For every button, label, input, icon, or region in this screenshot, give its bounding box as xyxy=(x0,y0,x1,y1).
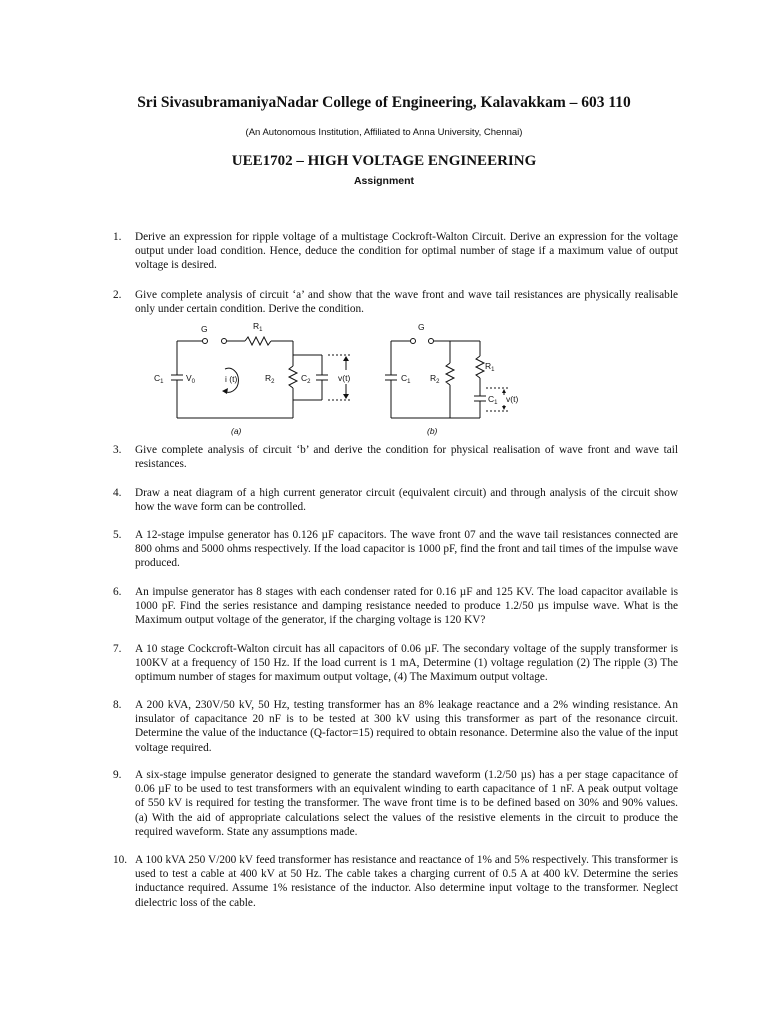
question-text: Derive an expression for ripple voltage of a multistage Cockroft-Walton Circuit. Derive an expression for the voltage output under load condition. Hence, deduce the condition for optimal number of stage if a maximum value of output voltage is desired. xyxy=(135,231,678,272)
caption-b: (b) xyxy=(427,426,438,436)
course-title: UEE1702 – HIGH VOLTAGE ENGINEERING xyxy=(231,153,537,169)
question-3 xyxy=(113,443,678,471)
question-8 xyxy=(113,698,678,755)
question-number: 3. xyxy=(113,444,122,456)
question-text: A 200 kVA, 230V/50 kV, 50 Hz, testing transformer has an 8% leakage reactance and a 2% winding resistance. An insulator of capacitance 20 nF is to be tested at 300 kV using this transformer as part of the resonance circuit. Determine the value of the inductance (Q-factor=15) required to obtain resonance. Determine also the value of the input voltage required. xyxy=(135,699,678,754)
label-r2-b: $R_2$ xyxy=(430,373,440,385)
label-g-a: G xyxy=(201,324,208,334)
circuit-diagrams xyxy=(150,318,530,442)
question-text: An impulse generator has 8 stages with each condenser rated for 0.16 µF and 125 KV. The load capacitor available is 1000 pF. Find the series resistance and damping resistance needed to produce 1.2/50 µs impulse wave. What is the Maximum output voltage of the generator, if the charging voltage is 120 KV? xyxy=(135,586,678,627)
question-2 xyxy=(113,288,678,316)
question-5 xyxy=(113,528,678,571)
question-7 xyxy=(113,642,678,685)
question-4 xyxy=(113,486,678,514)
college-name: Sri SivasubramaniyaNadar College of Engineering, Kalavakkam – 603 110 xyxy=(137,94,631,111)
question-number: 8. xyxy=(113,699,122,711)
caption-a: (a) xyxy=(231,426,242,436)
question-number: 9. xyxy=(113,769,122,781)
question-text: A 12-stage impulse generator has 0.126 µF capacitors. The wave front 07 and the wave tail resistances connected are 800 ohms and 5000 ohms respectively. If the load capacitor is 1000 pF, find the front and tail times of the impulse wave produced. xyxy=(135,529,678,570)
question-6 xyxy=(113,585,678,628)
question-number: 6. xyxy=(113,586,122,598)
label-g-b: G xyxy=(418,322,425,332)
label-r1-a: $R_1$ xyxy=(253,321,263,333)
label-v0-a: $V_0$ xyxy=(186,373,196,385)
document-type: Assignment xyxy=(353,175,415,187)
question-text: A 10 stage Cockcroft-Walton circuit has all capacitors of 0.06 µF. The secondary voltage of the supply transformer is 100KV at a frequency of 150 Hz. If the load current is 1 mA, Determine (1) voltage regulation (2) The ripple (3) The optimum number of stages for maximum output voltage, (4) The Maximum output voltage. xyxy=(135,643,678,684)
question-10 xyxy=(113,853,678,910)
question-number: 10. xyxy=(113,854,128,866)
question-text: Give complete analysis of circuit ‘a’ and show that the wave front and wave tail resistances are physically realisable only under certain condition. Derive the condition. xyxy=(135,289,678,316)
question-text: A 100 kVA 250 V/200 kV feed transformer has resistance and reactance of 1% and 5% respectively. This transformer is used to test a cable at 400 kV at 50 Hz. The cable takes a charging current of 0.5 A at 400 kV. Determine the series inductance required. Assume 1% resistance of the inductor. Also determine input voltage to the transformer. Neglect dielectric loss of the cable. xyxy=(135,854,678,909)
question-text: A six-stage impulse generator designed to generate the standard waveform (1.2/50 µs) has a per stage capacitance of 0.06 µF to be used to test transformers with an equivalent winding to earth capacitance of 1 nF. A peak output voltage of 550 kV is required for testing the transformer. The wave front time is to be defined based on 30% and 90% values. (a) With the aid of appropriate calculations select the values of the resistive elements in the circuit to produce the required waveform. State any assumptions made. xyxy=(135,769,678,838)
question-number: 4. xyxy=(113,487,122,499)
question-number: 1. xyxy=(113,231,122,243)
label-vt-a: v(t) xyxy=(338,373,351,383)
question-number: 7. xyxy=(113,643,122,655)
question-number: 5. xyxy=(113,529,122,541)
label-c1-a: $C_1$ xyxy=(154,373,164,385)
question-number: 2. xyxy=(113,289,122,301)
question-text: Draw a neat diagram of a high current generator circuit (equivalent circuit) and through analysis of the circuit show how the wave form can be controlled. xyxy=(135,487,678,514)
question-9 xyxy=(113,768,678,839)
label-r2-a: $R_2$ xyxy=(265,373,275,385)
affiliation-line: (An Autonomous Institution, Affiliated to Anna University, Chennai) xyxy=(245,127,523,138)
label-c1-b: $C_1$ xyxy=(401,373,411,385)
label-c1-branch-b: $C_1$ xyxy=(488,394,498,406)
label-r1-b: $R_1$ xyxy=(485,361,495,373)
label-c2-a: $C_2$ xyxy=(301,373,311,385)
question-text: Give complete analysis of circuit ‘b’ and derive the condition for physical realisation of wave front and wave tail resistances. xyxy=(135,444,678,471)
label-current-a: i (t) xyxy=(225,374,238,384)
label-vt-b: v(t) xyxy=(506,394,519,404)
question-1 xyxy=(113,230,678,273)
